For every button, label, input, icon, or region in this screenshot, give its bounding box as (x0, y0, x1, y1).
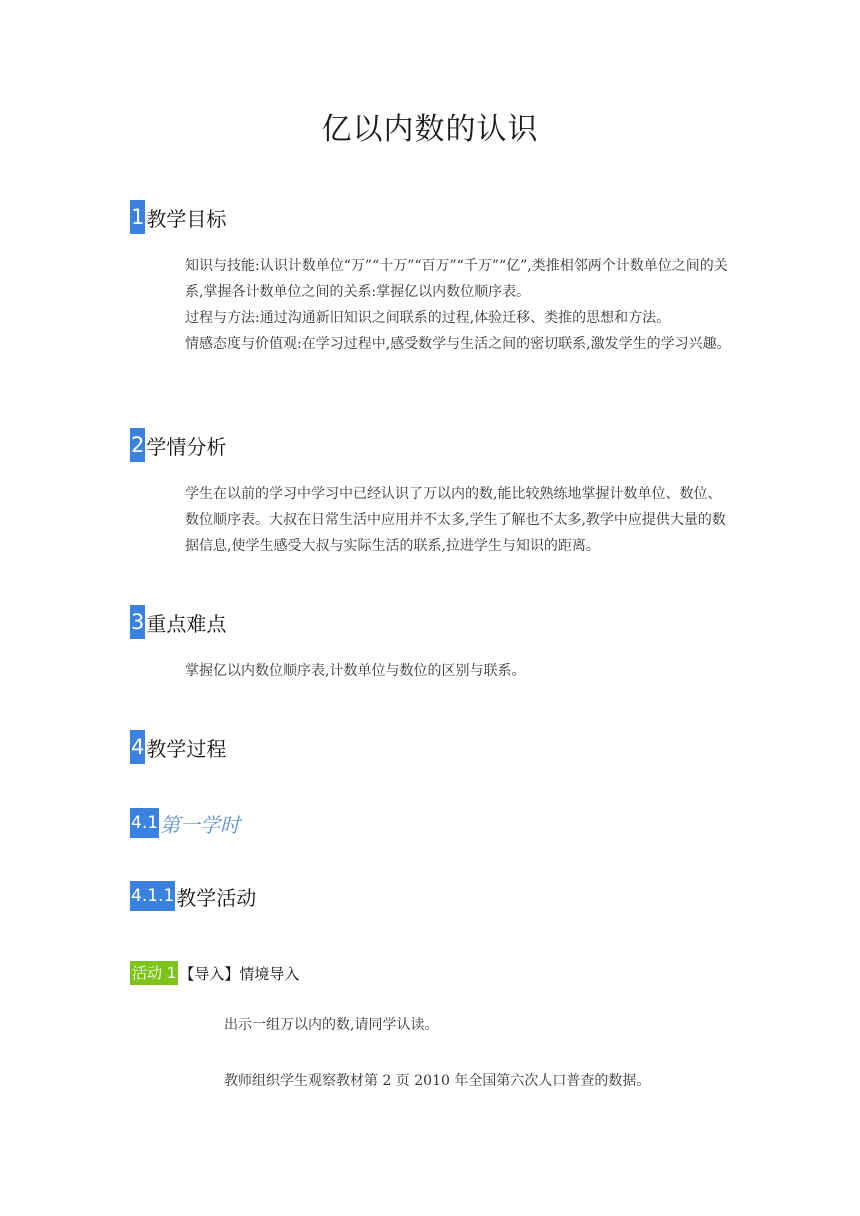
activity-label: 【导入】情境导入 (179, 964, 300, 983)
subsubsection-label: 教学活动 (176, 885, 257, 910)
subsection-number: 4.1 (130, 808, 159, 838)
paragraph: 出示一组万以内的数,请同学认读。 (224, 1017, 439, 1033)
subsection-label: 第一学时 (160, 812, 241, 837)
paragraph: 知识与技能:认识计数单位“万”“十万”“百万”“千万”“亿”,类推相邻两个计数单位之间的关系,掌握各计数单位之间的关系:掌握亿以内数位顺序表。 (185, 258, 728, 300)
paragraph: 情感态度与价值观:在学习过程中,感受数学与生活之间的密切联系,激发学生的学习兴趣。 (185, 336, 731, 352)
paragraph: 教师组织学生观察教材第 2 页 2010 年全国第六次人口普查的数据。 (224, 1073, 651, 1089)
section-label: 重点难点 (146, 611, 227, 636)
section-label: 教学目标 (146, 206, 227, 231)
section-number: 1 (130, 200, 145, 234)
section-number: 3 (130, 605, 145, 639)
paragraph: 学生在以前的学习中学习中已经认识了万以内的数,能比较熟练地掌握计数单位、数位、数位顺序表。大叔在日常生活中应用并不太多,学生了解也不太多,教学中应提供大量的数据信息,使学生感受大叔与实际生活的联系,拉进学生与知识的距离。 (185, 486, 726, 554)
section-heading-2 (130, 428, 226, 462)
subsection-heading (130, 808, 240, 838)
paragraph: 掌握亿以内数位顺序表,计数单位与数位的区别与联系。 (185, 663, 526, 679)
section-heading-3 (130, 605, 226, 639)
section-heading-4 (130, 730, 226, 764)
page-title: 亿以内数的认识 (321, 112, 539, 147)
section-label: 教学过程 (146, 736, 227, 761)
activity-number: 活动 1 (130, 961, 178, 985)
paragraph: 过程与方法:通过沟通新旧知识之间联系的过程,体验迁移、类推的思想和方法。 (185, 310, 671, 326)
section-number: 4 (130, 730, 145, 764)
subsubsection-number: 4.1.1 (130, 881, 175, 911)
subsubsection-heading (130, 881, 256, 911)
section-label: 学情分析 (146, 434, 227, 459)
section-number: 2 (130, 428, 145, 462)
activity-heading (130, 961, 299, 985)
section-heading-1 (130, 200, 226, 234)
